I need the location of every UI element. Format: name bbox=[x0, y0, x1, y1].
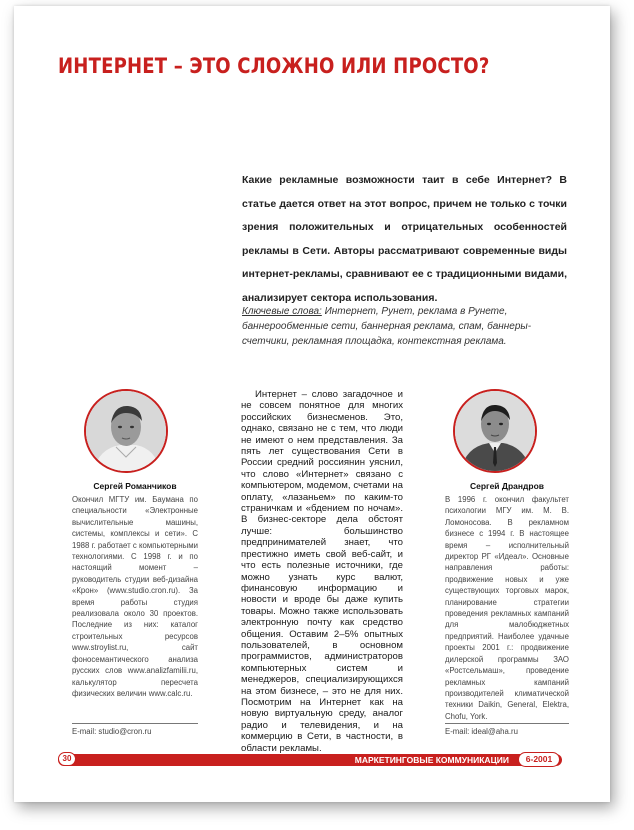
divider bbox=[445, 723, 569, 724]
author-photo-drandrov bbox=[453, 389, 537, 473]
author-bio: Окончил МГТУ им. Баумана по специальности «Электронные вычислительные машины, системы, комплексы и сети». С 1988 г. работает с компьютерными технологиями. С 1998 г. и по настоящий момент – руководитель студии веб-дизайна «Крон» (www.studio.cron.ru). За время работы студия реализовала около 30 проектов. Последние из них: каталог строительных ресурсов www.stroylist.ru, сайт фоносемантического анализа русских слов www.analizfamilii.ru, калькулятор пересчета физических величин www.calc.ru. bbox=[72, 495, 198, 698]
divider bbox=[72, 723, 198, 724]
author-name: Сергей Драндров bbox=[469, 481, 545, 491]
portrait-image bbox=[86, 391, 166, 471]
author-name: Сергей Романчиков bbox=[93, 481, 177, 491]
author-left bbox=[72, 481, 198, 699]
portrait-image bbox=[455, 391, 535, 471]
author-bio: В 1996 г. окончил факультет психологии МГУ им. М. В. Ломоносова. В рекламном бизнесе с 1994 г. В настоящее время – исполнительный директор РГ «Идеал». Основные направления работы: продвижение новых и уже существующих торговых марок, планирование стратегии проведения рекламных кампаний для малобюджетных предприятий. Наиболее удачные проекты 2001 г.: продвижение дилерской программы ЗАО «Ростсельмаш», проведение рекламных кампаний производителей климатической техники Daikin, General, Elektra, Chofu, York. bbox=[445, 495, 569, 721]
journal-name: МАРКЕТИНГОВЫЕ КОММУНИКАЦИИ bbox=[354, 755, 509, 765]
page-number: 30 bbox=[58, 752, 76, 766]
journal-page bbox=[14, 6, 610, 802]
author-photo-romanchikov bbox=[84, 389, 168, 473]
keywords bbox=[242, 304, 568, 349]
author-right bbox=[445, 481, 569, 722]
author-email-left[interactable]: E-mail: studio@cron.ru bbox=[72, 727, 152, 736]
article-body: Интернет – слово загадочное и не совсем понятное для многих российских бизнесменов. Это, однако, связано не с тем, что люди не имеют о нем представления. За пять лет существования Сети в России средний россиянин уяснил, что слово «Интернет» связано с компьютером, модемом, счетами на оплату, «лазаньем» по каким-то страничкам и «бдением по ночам». В бизнес-секторе дела обстоят лучше: большинство предпринимателей знает, что престижно иметь свой веб-сайт, и что есть полезные источники, где можно узнать курс валют, финансовую информацию и новости и вроде бы даже купить товары. Можно также использовать электронную почту как средство общения. Оставим 2–5% опытных пользователей, в основном программистов, администраторов компьютерных систем и менеджеров, специализирующихся на этом бизнесе, – это не для них. Посмотрим на Интернет как на новую виртуальную среду, аналог радио и телевидения, и на коммерцию в Сети, в частности, в области рекламы. bbox=[241, 389, 403, 754]
article-title: ИНТЕРНЕТ – ЭТО СЛОЖНО ИЛИ ПРОСТО? bbox=[58, 54, 490, 78]
keywords-label: Ключевые слова: bbox=[242, 306, 322, 317]
author-email-right[interactable]: E-mail: ideal@aha.ru bbox=[445, 727, 518, 736]
article-lead: Какие рекламные возможности таит в себе Интернет? В статье дается ответ на этот вопрос, причем не только с точки зрения положительных и отрицательных особенностей рекламы в Сети. Авторы рассматривают современные виды интернет-рекламы, сравнивают ее с традиционными видами, анализирует сектора использования. bbox=[242, 174, 567, 304]
keywords-list: Интернет, Рунет, реклама в Рунете, баннерообменные сети, баннерная реклама, спам, баннеры-счетчики, рекламная площадка, контекстная реклама. bbox=[242, 306, 532, 347]
issue-number: 6-2001 bbox=[518, 752, 560, 767]
